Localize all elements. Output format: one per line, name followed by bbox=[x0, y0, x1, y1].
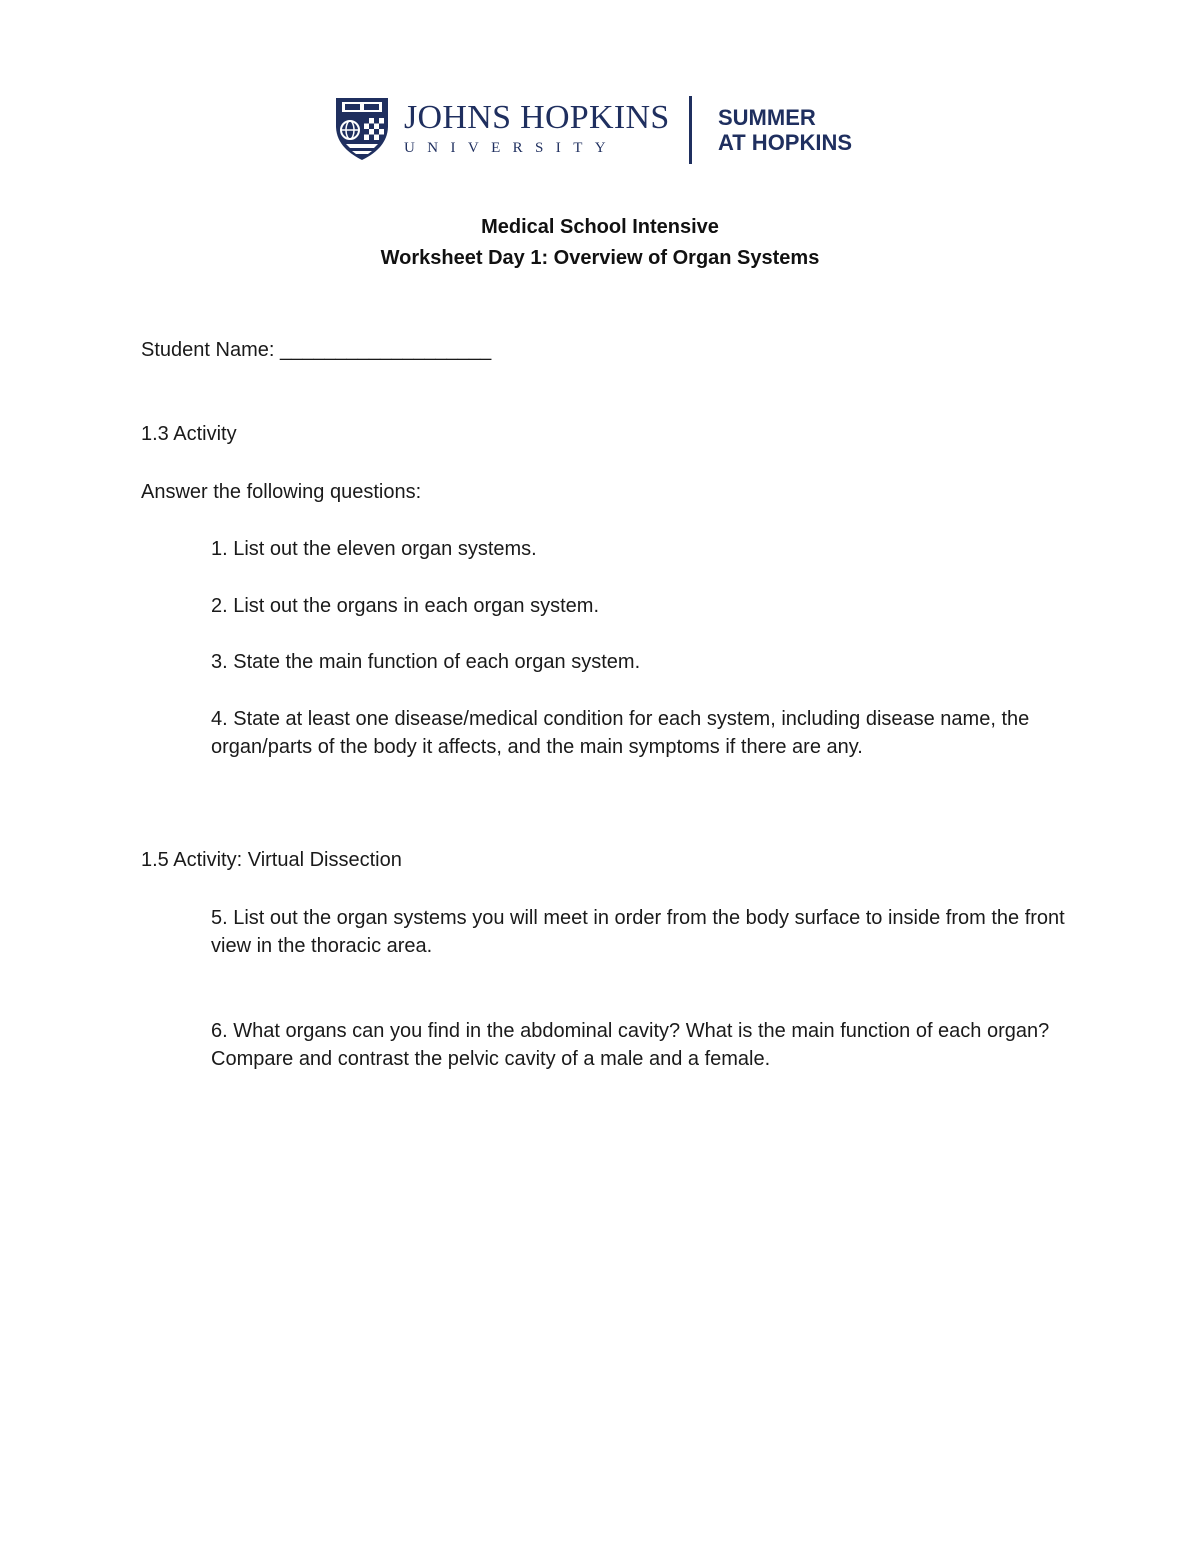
section-heading-1-5: 1.5 Activity: Virtual Dissection bbox=[141, 849, 402, 871]
question-4: 4. State at least one disease/medical condition for each system, including disease name, the organ/parts of the body it affects, and the main symptoms if there are any. bbox=[211, 708, 1030, 758]
document-title: Medical School Intensive bbox=[481, 216, 719, 238]
question-6: 6. What organs can you find in the abdominal cavity? What is the main function of each organ? Compare and contrast the pelvic cavity of a male and a female. bbox=[211, 1020, 1050, 1070]
section-heading-1-3: 1.3 Activity bbox=[141, 423, 237, 445]
student-name-field: Student Name: ___________________ bbox=[141, 339, 492, 361]
logo-divider bbox=[689, 96, 692, 164]
question-3: 3. State the main function of each organ system. bbox=[211, 651, 641, 673]
question-1: 1. List out the eleven organ systems. bbox=[211, 538, 537, 560]
university-wordmark: JOHNS HOPKINS bbox=[404, 99, 670, 136]
document-subtitle: Worksheet Day 1: Overview of Organ Systems bbox=[380, 247, 820, 269]
program-name-line2: AT HOPKINS bbox=[718, 130, 853, 155]
program-name-line1: SUMMER bbox=[718, 105, 816, 130]
university-subtitle: UNIVERSITY bbox=[404, 140, 618, 156]
question-5: 5. List out the organ systems you will meet in order from the body surface to inside from the front view in the thoracic area. bbox=[211, 907, 1065, 957]
header-logo bbox=[334, 96, 874, 166]
question-2: 2. List out the organs in each organ system. bbox=[211, 595, 599, 617]
section-instruction: Answer the following questions: bbox=[141, 481, 422, 503]
university-shield-icon bbox=[334, 96, 390, 162]
